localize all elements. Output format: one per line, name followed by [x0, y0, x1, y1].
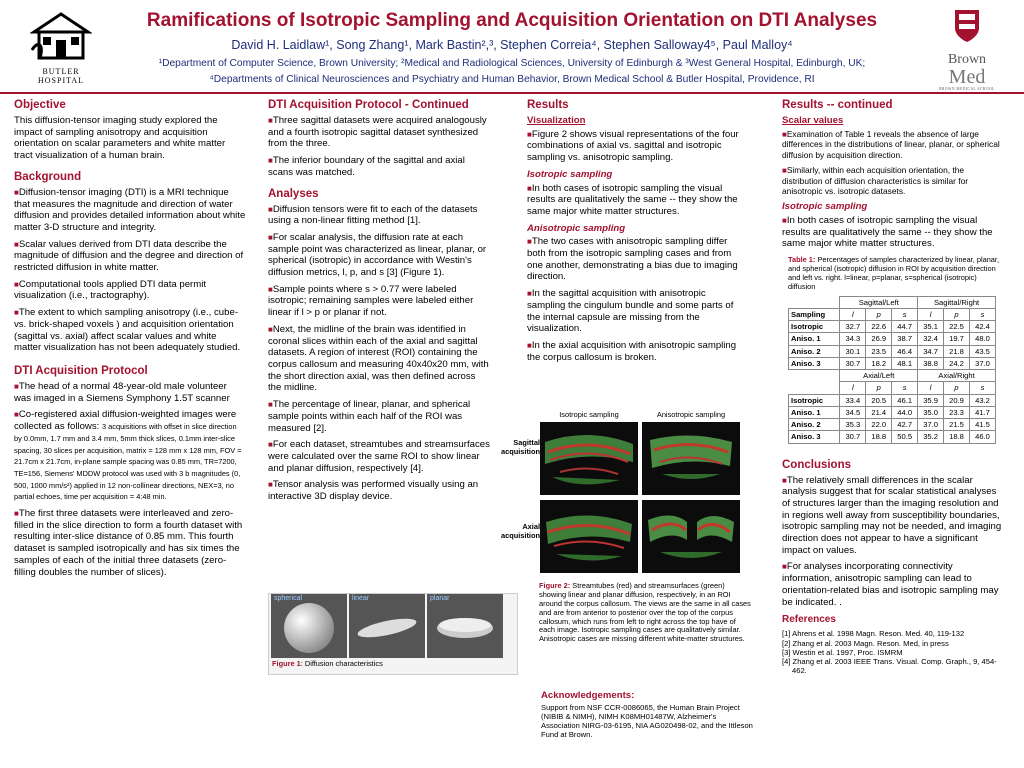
figure-1-label: planar	[430, 595, 450, 602]
streamtube-image	[642, 500, 740, 573]
anisotropic-item: ■ In the axial acquisition with anisotropic sampling the corpus callosum is broken.	[527, 340, 745, 363]
table-cell: 34.3	[840, 333, 866, 345]
visualization-item: ■ Figure 2 shows visual representations of the four combinations of axial vs. sagittal and isotropic sampling vs. anisotropic sampling.	[527, 129, 745, 164]
background-item: ■ Computational tools applied DTI data permit visualization (i.e., tractography).	[14, 279, 246, 302]
analyses-item: ■ For scalar analysis, the diffusion rate at each sample point was characterized as linear, planar, or spherical (isotropic) in accordance with Westin's diffusion metrics, l, p, and s [3] (Figure 1).	[268, 232, 490, 279]
reference-item: [2] Zhang et al. 2003 Magn. Reson. Med, in press	[782, 638, 949, 648]
table-cell: 22.6	[866, 321, 892, 333]
table-1	[788, 296, 996, 444]
conclusions-item: ■ The relatively small differences in the scalar analysis suggest that for scalar statistical analyses of structures larger than the imaging resolution and in regions well away from susceptibility boundaries, isotropic sampling may not be needed, and imaging direction does not appear to have a significant impact on values.	[782, 475, 1004, 557]
table-cell: 26.9	[866, 333, 892, 345]
protocol-item: ■ The head of a normal 48-year-old male volunteer was imaged in a Siemens Symphony 1.5T scanner	[14, 381, 246, 404]
acknowledgements	[541, 690, 756, 739]
figure-1-spherical-panel	[271, 594, 347, 658]
anisotropic-item: ■ In the sagittal acquisition with anisotropic sampling the cingulum bundle and some parts of the internal capsule are missing from the visualization.	[527, 288, 745, 335]
streamtube-render	[642, 500, 740, 573]
column-1	[14, 98, 246, 583]
figure-1-label: linear	[352, 595, 370, 602]
table-cell: 35.1	[918, 321, 944, 333]
table-cell: 32.4	[918, 333, 944, 345]
streamtube-image	[540, 422, 638, 495]
table-cell: 48.1	[892, 357, 918, 369]
table-cell: 21.8	[944, 345, 970, 357]
table-cell: 34.5	[840, 406, 866, 418]
table-col-header: p	[944, 308, 970, 320]
protocol-item-detail: 3 acquisitions with offset in slice direction by 0.0mm, 1.7 mm and 3.4 mm, 5mm thick slices, 0.1mm inter-slice spacing, 30 slices per acquisition, matrix = 128 mm x 128 mm, FOV = 21.7cm x 21.7cm, in-plane sample spacing was 0.85 mm, TR=7200, TE=156, Siemens' MDDW protocol was used with 3 b magnitudes (0, 500, 1000 mm/s²) applied in 12 non-collinear directions, NEX=3, no partial echoes, time per acquisition = 4:48 min.	[14, 422, 242, 502]
table-cell: 42.4	[969, 321, 995, 333]
acknowledgements-text: Support from NSF CCR-0086065, the Human Brain Project (NIBIB & NIMH), NIMH K08MH01487W, Alzheimer's Association NIRG-03-6195, NIA AG020498-02, and the Ittleson Fund at Brown.	[541, 702, 753, 739]
logo-brown: Brown	[947, 52, 987, 67]
table-cell: 20.9	[944, 394, 970, 406]
table-cell: 19.7	[944, 333, 970, 345]
table-row	[789, 321, 996, 333]
logo-school: BROWN MEDICAL SCHOOL	[939, 87, 995, 91]
background-item: ■ The extent to which sampling anisotropy (i.e., cube- vs. brick-shaped voxels ) and acquisition orientation (sagittal vs. axial) affect scalar values and white matter visualization has not been adequately studied.	[14, 307, 246, 354]
column-4	[782, 98, 1004, 675]
protocol-cont-item: ■ Three sagittal datasets were acquired analogously and a fourth isotropic sagittal dataset synthesized from the three.	[268, 115, 490, 150]
analyses-item: ■ Sample points where s > 0.77 were labeled isotropic; remaining samples were labeled either linear if l > p or planar if not.	[268, 284, 490, 319]
table-cell: 35.2	[918, 431, 944, 443]
table-1-caption	[788, 256, 1004, 292]
scalar-values-heading: Scalar values	[782, 115, 844, 127]
header-rule	[0, 92, 1024, 94]
table-cell: 21.4	[866, 406, 892, 418]
figure-1-planar-panel	[427, 594, 503, 658]
table-cell: 33.4	[840, 394, 866, 406]
results-heading: Results	[527, 99, 569, 111]
table-row	[789, 333, 996, 345]
logo-line-2: HOSPITAL	[37, 76, 85, 85]
table-col-header: l	[918, 382, 944, 394]
table-group-header: Sagittal/Left	[840, 296, 918, 308]
table-row	[789, 431, 996, 443]
table-row-label: Aniso. 1	[789, 406, 840, 418]
table-1-grid	[788, 296, 996, 444]
table-sampling-header: Sampling	[789, 308, 840, 320]
table-cell: 41.5	[969, 419, 995, 431]
scalar-item: ■ Examination of Table 1 reveals the absence of large differences in the distributions of linear, planar, or spherical diffusion by acquisition direction.	[782, 129, 1004, 160]
poster-header	[0, 0, 1024, 92]
table-col-header: s	[969, 382, 995, 394]
results-cont-heading: Results -- continued	[782, 99, 893, 111]
poster-authors: David H. Laidlaw¹, Song Zhang¹, Mark Bastin²,³, Stephen Correia⁴, Stephen Salloway4⁵, Paul Malloy⁴	[231, 38, 793, 52]
table-row-label: Isotropic	[789, 394, 840, 406]
table-cell: 38.8	[918, 357, 944, 369]
protocol-item	[14, 409, 246, 503]
figure-1-caption	[272, 660, 383, 669]
table-col-header: l	[840, 308, 866, 320]
cigar-glyph-icon	[349, 594, 425, 658]
acknowledgements-heading: Acknowledgements:	[541, 690, 635, 701]
analyses-item: ■ For each dataset, streamtubes and streamsurfaces were calculated over the same ROI to show linear and planar diffusion, respectively [4].	[268, 439, 490, 474]
streamtube-render	[540, 500, 638, 573]
references-heading: References	[782, 614, 836, 626]
table-cell: 41.7	[969, 406, 995, 418]
streamtube-image	[540, 500, 638, 573]
table-col-header: s	[892, 382, 918, 394]
figure-1-caption-text: : Diffusion characteristics	[300, 659, 383, 668]
table-cell: 44.7	[892, 321, 918, 333]
table-cell: 38.7	[892, 333, 918, 345]
analyses-item: ■ Diffusion tensors were fit to each of the datasets using a non-linear fitting method [1].	[268, 204, 490, 227]
figure-2-row-label: Axial acquisition	[500, 522, 540, 540]
table-cell: 23.5	[866, 345, 892, 357]
figure-2-col-label: Isotropic sampling	[559, 410, 619, 419]
table-cell: 18.8	[944, 431, 970, 443]
conclusions-heading: Conclusions	[782, 458, 852, 471]
table-cell: 35.3	[840, 419, 866, 431]
table-row-label: Aniso. 3	[789, 357, 840, 369]
background-item: ■ Diffusion-tensor imaging (DTI) is a MRI technique that measures the magnitude and direction of water diffusion and provides detailed information about white matter 3-D structure and integrity.	[14, 187, 246, 234]
table-cell: 43.2	[969, 394, 995, 406]
butler-hospital-logo	[30, 10, 92, 84]
table-cell: 21.5	[944, 419, 970, 431]
analyses-heading: Analyses	[268, 187, 319, 200]
table-col-header: p	[866, 382, 892, 394]
objective-text: This diffusion-tensor imaging study explored the impact of sampling anisotropy and acquisition orientation on scalar parameters and white matter tract visualization of a human brain.	[14, 115, 226, 162]
anisotropic-heading: Anisotropic sampling	[527, 222, 626, 234]
figure-2	[500, 410, 766, 580]
protocol-item: ■ The first three datasets were interleaved and zero-filled in the slice direction to form a fourth dataset with resulting inter-slice distance of 0.85 mm. This fourth dataset is sampled isotropically and has six times the samples of each of the initial three datasets (zero-filling doubles the number of slices).	[14, 508, 246, 578]
isotropic-heading: Isotropic sampling	[527, 168, 613, 180]
table-row-label: Aniso. 1	[789, 333, 840, 345]
disc-glyph-icon	[427, 594, 503, 658]
sphere-glyph-icon	[271, 594, 347, 658]
scalar-item: ■ Similarly, within each acquisition orientation, the distribution of diffusion characteristics is similar for anisotropic vs. isotropic datasets.	[782, 165, 1004, 196]
poster-title: Ramifications of Isotropic Sampling and Acquisition Orientation on DTI Analyses	[146, 10, 878, 31]
figure-1-caption-label: Figure 1	[272, 659, 301, 668]
table-row-label: Isotropic	[789, 321, 840, 333]
table-cell: 24.2	[944, 357, 970, 369]
reference-item: [4] Zhang et al. 2003 IEEE Trans. Visual. Comp. Graph., 9, 454-462.	[782, 656, 997, 675]
affiliation-line-2: ⁴Departments of Clinical Neurosciences and Psychiatry and Human Behavior, Brown Medical School & Butler Hospital, Providence, RI	[209, 74, 815, 85]
table-cell: 30.7	[840, 431, 866, 443]
table-cell: 20.5	[866, 394, 892, 406]
shield-icon	[928, 8, 1006, 48]
table-cell: 30.7	[840, 357, 866, 369]
protocol-heading: DTI Acquisition Protocol	[14, 364, 148, 377]
logo-line-1: BUTLER	[42, 67, 80, 76]
figure-1-linear-panel	[349, 594, 425, 658]
streamtube-render	[642, 422, 740, 495]
table-cell: 37.0	[918, 419, 944, 431]
table-cell: 18.8	[866, 431, 892, 443]
table-group-header: Sagittal/Right	[918, 296, 996, 308]
table-col-header: s	[892, 308, 918, 320]
reference-item: [3] Westin et al. 1997, Proc. ISMRM	[782, 647, 903, 657]
objective-heading: Objective	[14, 99, 66, 111]
streamtube-image	[642, 422, 740, 495]
figure-2-caption	[539, 582, 751, 644]
table-row	[789, 394, 996, 406]
table-col-header: l	[840, 382, 866, 394]
table-cell: 43.5	[969, 345, 995, 357]
isotropic-heading-2: Isotropic sampling	[782, 201, 868, 213]
table-cell: 46.0	[969, 431, 995, 443]
hospital-building-icon	[30, 10, 92, 62]
analyses-item: ■ Next, the midline of the brain was identified in coronal slices within each of the axial and sagittal datasets. A region of interest (ROI) containing the corpus callosum and measuring 40x40x20 mm, with the short direction axial, was then defined across the midline.	[268, 324, 490, 394]
figure-2-row-label: Sagittal acquisition	[500, 438, 540, 456]
table-cell: 30.1	[840, 345, 866, 357]
figure-2-caption-label: Figure 2:	[539, 581, 571, 590]
table-cell: 22.5	[944, 321, 970, 333]
table-cell: 48.0	[969, 333, 995, 345]
table-cell: 23.3	[944, 406, 970, 418]
table-cell: 32.7	[840, 321, 866, 333]
visualization-heading: Visualization	[527, 115, 586, 127]
table-row	[789, 345, 996, 357]
table-1-caption-label: Table 1:	[788, 255, 816, 265]
table-cell: 37.0	[969, 357, 995, 369]
table-cell: 44.0	[892, 406, 918, 418]
table-col-header: p	[866, 308, 892, 320]
table-row-label: Aniso. 2	[789, 345, 840, 357]
table-row	[789, 419, 996, 431]
isotropic-item: ■ In both cases of isotropic sampling the visual results are qualitatively the same -- they show the same major white matter structures.	[527, 183, 745, 218]
table-row-label: Aniso. 3	[789, 431, 840, 443]
table-row-label: Aniso. 2	[789, 419, 840, 431]
table-cell: 22.0	[866, 419, 892, 431]
anisotropic-item: ■ The two cases with anisotropic sampling differ both from the isotropic sampling cases and from one another, demonstrating a bias due to imaging direction.	[527, 236, 745, 283]
table-row	[789, 406, 996, 418]
figure-2-col-label: Anisotropic sampling	[656, 410, 726, 419]
table-cell: 50.5	[892, 431, 918, 443]
analyses-item: ■ The percentage of linear, planar, and spherical sample points within each half of the ROI was measured [2].	[268, 399, 490, 434]
protocol-item-lead: Co-registered axial diffusion-weighted images were collected as follows:	[14, 409, 237, 433]
table-col-header: p	[944, 382, 970, 394]
background-item: ■ Scalar values derived from DTI data describe the magnitude of diffusion and the degree and direction of restricted diffusion in white matter.	[14, 239, 246, 274]
table-1-caption-text: Percentages of samples characterized by linear, planar, and spherical (isotropic) diffusion in ROI by acquisition direction and left vs. right. l=linear, p=planar, s=spherical (isotropic) diffusion	[788, 255, 1000, 291]
isotropic-item-2: ■ In both cases of isotropic sampling the visual results are qualitatively the same -- they show the same major white matter structures.	[782, 215, 1004, 250]
analyses-item: ■ Tensor analysis was performed visually using an interactive 3D display device.	[268, 479, 490, 502]
table-cell: 46.1	[892, 394, 918, 406]
reference-item: [1] Ahrens et al. 1998 Magn. Reson. Med. 40, 119-132	[782, 629, 965, 639]
protocol-cont-heading: DTI Acquisition Protocol - Continued	[268, 99, 469, 111]
table-cell: 18.2	[866, 357, 892, 369]
table-group-header: Axial/Right	[918, 370, 996, 382]
logo-med: Med	[948, 66, 986, 88]
figure-1	[268, 593, 518, 675]
figure-1-label: spherical	[274, 595, 303, 602]
table-cell: 42.7	[892, 419, 918, 431]
table-row	[789, 357, 996, 369]
figure-2-caption-text: Streamtubes (red) and streamsurfaces (green) showing linear and planar diffusion, respectively, in an ROI around the corpus callosum. The views are the same in all cases and are from anterior to posterior over the top of the corpus callosum, which runs from left to right across the top have of each image. Isotropic sampling cases are qualitatively similar. Anisotropic cases are missing different white-matter structures.	[539, 581, 751, 644]
table-group-header: Axial/Left	[840, 370, 918, 382]
table-cell: 34.7	[918, 345, 944, 357]
column-3	[527, 98, 745, 368]
streamtube-render	[540, 422, 638, 495]
references-list	[782, 629, 1004, 675]
affiliation-line-1: ¹Department of Computer Science, Brown University; ²Medical and Radiological Sciences, University of Edinburgh & ³West General Hospital, Edinburgh, UK;	[158, 58, 866, 69]
protocol-cont-item: ■ The inferior boundary of the sagittal and axial scans was matched.	[268, 155, 490, 178]
conclusions-item: ■ For analyses incorporating connectivity information, anisotropic sampling can lead to orientation-related bias and isotropic sampling may be indicated. .	[782, 561, 1004, 608]
table-col-header: l	[918, 308, 944, 320]
table-cell: 35.0	[918, 406, 944, 418]
background-heading: Background	[14, 170, 82, 183]
table-col-header: s	[969, 308, 995, 320]
brown-med-logo	[928, 8, 1006, 91]
column-2	[268, 98, 490, 508]
table-cell: 46.4	[892, 345, 918, 357]
table-cell: 35.9	[918, 394, 944, 406]
